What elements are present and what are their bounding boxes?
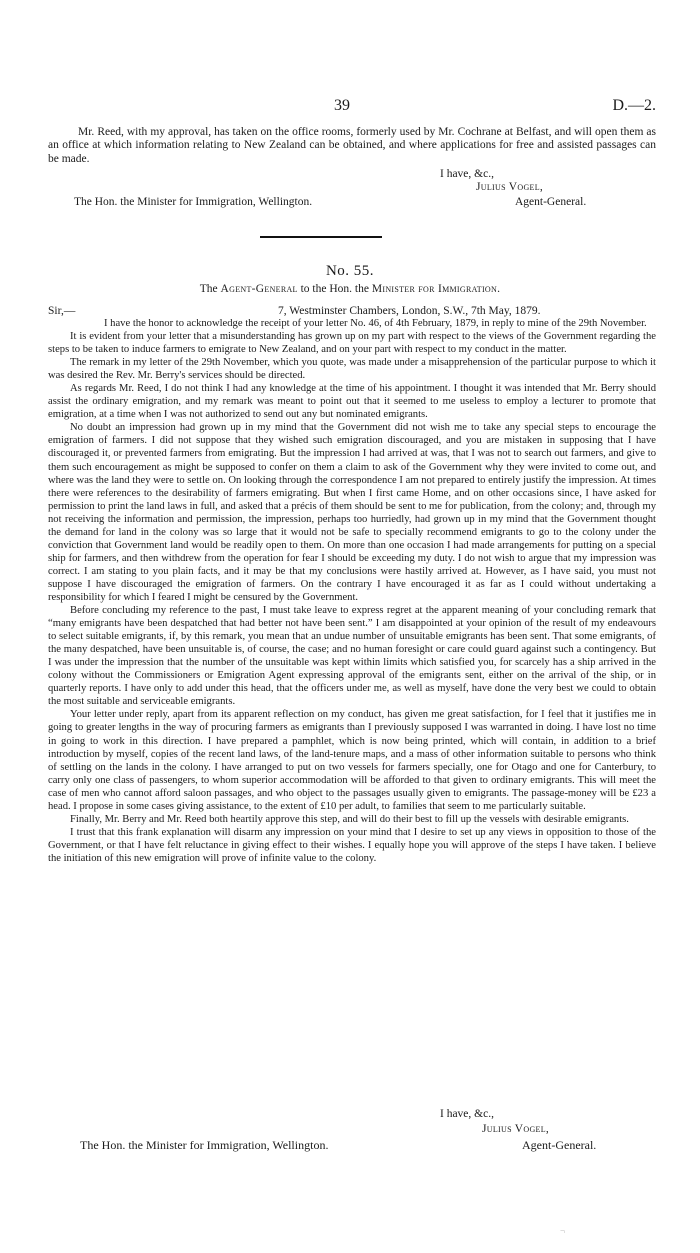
previous-letter-closing-paragraph: Mr. Reed, with my approval, has taken on the office rooms, formerly used by Mr. Cochrane at Belfast, and will open them as an office at which information relating to New Zealand can be obtained, and where applications for free and assisted passages can be made. — [48, 126, 656, 165]
paragraph: Before concluding my reference to the past, I must take leave to express regret at the apparent meaning of your concluding remark that “many emigrants have been despatched that had better not have been sent.” I am disappointed at your opinion of the result of my endeavours to select suitable emigrants, if, by this remark, you mean that an undue number of unsuitable emigrants has been sent. That some emigrants, of the many despatched, have been unsuitable is, of course, the case; and no human foresight or care could guard against such a contingency. But I was under the impression that the number of the unsuitable was kept within limits which satisfied you, for scarcely has a ship arrived in the colony without the Commissioners or Emigration Agent expressing approval of the emigrants sent, either on the arrival of the ship, or in quarterly reports. I have only to add under this head, that the officers under me, as well as myself, have done the very best we could to obtain the most suitable and serviceable emigrants. — [48, 605, 656, 708]
signature-title: Agent-General. — [522, 1138, 597, 1152]
letter-number-heading: No. 55. — [325, 263, 375, 279]
salutation: Sir,— — [48, 305, 76, 317]
closing-formula: I have, &c., — [440, 1108, 494, 1120]
page-mark: ¬ — [560, 1226, 566, 1236]
addressee: The Hon. the Minister for Immigration, Wellington. — [74, 196, 313, 208]
paragraph: I have the honor to acknowledge the receipt of your letter No. 46, of 4th February, 1879, in reply to mine of the 29th November. — [104, 318, 647, 329]
addressee: The Hon. the Minister for Immigration, Wellington. — [80, 1138, 329, 1152]
letter-body — [48, 317, 656, 865]
signature-name: Julius Vogel, — [482, 1123, 550, 1135]
signature-name: Julius Vogel, — [476, 181, 544, 193]
paragraph: Finally, Mr. Berry and Mr. Reed both heartily approve this step, and will do their best to fill up the vessels with desirable emigrants. — [70, 813, 629, 825]
paragraph: As regards Mr. Reed, I do not think I had any knowledge at the time of his appointment. I thought it was intended that Mr. Berry should assist the ordinary emigration, and my remark was meant to point out that it seemed to me useless to employ a lecturer to promote that emigration, at a time when I was not authorized to send out any but nominated emigrants. — [48, 383, 656, 421]
paragraph: I trust that this frank explanation will disarm any impression on your mind that I desire to set up any views in opposition to those of the Government, or that I have felt reluctance in giving effect to their wishes. I equally hope you will approve of the steps I have taken. I believe the initiation of this new emigration will prove of infinite value to the colony. — [48, 826, 656, 864]
paragraph: It is evident from your letter that a misunderstanding has grown up on my part with respect to the views of the Government regarding the steps to be taken to induce farmers to emigrate to New Zealand, and on your part with respect to my conduct in the matter. — [48, 331, 656, 356]
section-divider — [260, 236, 382, 238]
signature-title: Agent-General. — [515, 196, 587, 208]
paragraph: Your letter under reply, apart from its apparent reflection on my conduct, has given me great satisfaction, for I feel that it justifies me in going to greater lengths in the way of procuring farmers as emigrants than I previously supposed I was warranted in doing. I have lost no time in going to work in this direction. I have prepared a pamphlet, which is now being printed, which will contain, in addition to a brief introduction by myself, copies of the recent land laws, of the land-tenure maps, and a mass of other information suitable to persons who think of settling on the lands in the colony. I have arranged to put on two vessels for farmers specially, one for Otago and one for Canterbury, to carry only one class of passengers, to whom superior accommodation will be afforded to that given to ordinary emigrants. This will meet the case of men who cannot afford saloon passages, and who object to the passages usually given to emigrants. The passage-money will be £23 a head. I propose in some cases giving assistance, to the extent of £10 per adult, to families that seem to me particularly suitable. — [48, 709, 656, 812]
letter-subtitle: The Agent-General to the Hon. the Minister for Immigration. — [199, 283, 501, 295]
paragraph: The remark in my letter of the 29th November, which you quote, was made under a misapprehension of the particular purpose to which it was desired the Rev. Mr. Berry's services should be directed. — [48, 357, 656, 382]
document-reference: D.—2. — [612, 97, 656, 114]
paragraph: No doubt an impression had grown up in my mind that the Government did not wish me to take any special steps to encourage the emigration of farmers. I did not suppose that they wished such emigration discouraged, and you are mistaken in supposing that I have discouraged it, or prevented farmers from emigrating. But the impression I had arrived at was, that I was not to search out farmers, and give to them such encouragement as might be supposed to confer on them a claim to ask of the Government why they were invited to come out, and where was the land they were to settle on. On looking through the correspondence I am not prepared to entirely justify the impression. At times there were references to the desirability of farmers emigrating. But when I first came Home, and on other occasions since, I have asked for permission to print the land laws in full, and asked that a précis of them should be sent to me for publication, from the colony; and, through my not receiving the information and permission, the impression, perhaps too hurriedly, had grown up in my mind that the Government thought the demand for land in the colony was so large that it would not be safe to specially recommend emigrants to go to the colony under the conviction that Government land would be readily open to them. On more than one occasion I had made arrangements for putting on a special ship for farmers, and then withdrew from the operation for fear I should be exceeding my duty. I do not wish to argue that my impression was correct. I am stating to you plain facts, and it may be that my conclusions were hastily arrived at. However, as I have said, you must not suppose I have discouraged the emigration of farmers. On the contrary I have encouraged it as far as I could without undertaking a responsibility for which I feared I might be censured by the Government. — [48, 422, 656, 603]
sender-address-date: 7, Westminster Chambers, London, S.W., 7th May, 1879. — [278, 305, 541, 317]
page-number: 39 — [334, 97, 350, 114]
closing-formula: I have, &c., — [440, 168, 494, 180]
